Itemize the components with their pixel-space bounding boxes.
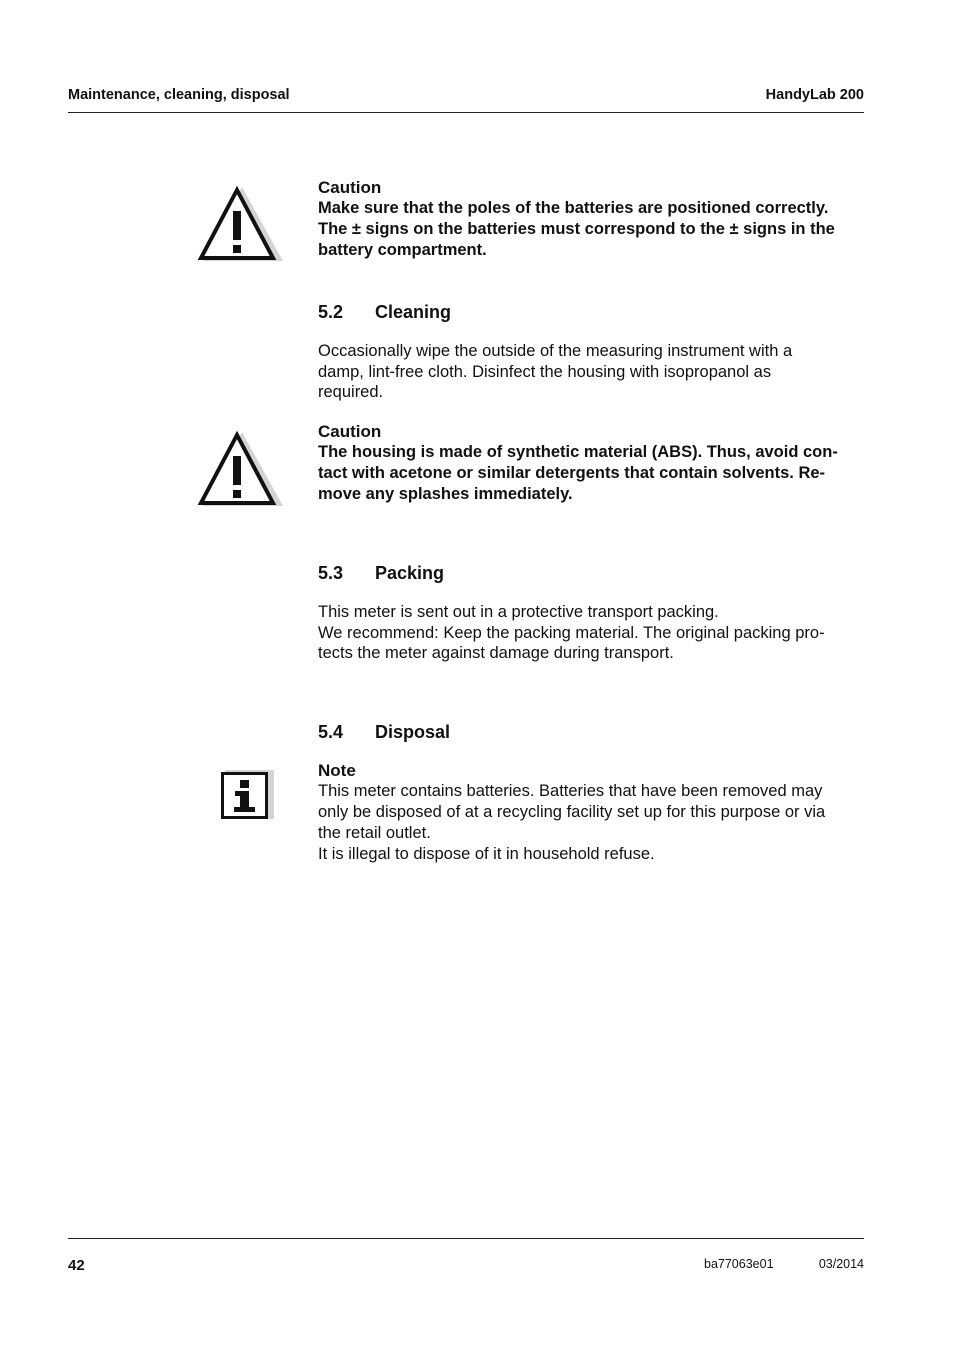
header-rule (68, 112, 864, 113)
section-number: 5.3 (318, 563, 344, 583)
caution-text-line: tact with acetone or similar detergents that contain solvents. Re- (318, 464, 826, 482)
caution-block-housing (318, 421, 868, 505)
caution-text-line: Make sure that the poles of the batteries are positioned correctly. (318, 199, 829, 217)
header-product: HandyLab 200 (765, 87, 864, 103)
section-number: 5.2 (318, 302, 344, 322)
section-title: Disposal (375, 722, 451, 742)
page-number: 42 (68, 1257, 85, 1274)
paragraph-line: required. (318, 383, 384, 401)
caution-block-batteries (318, 177, 868, 261)
warning-triangle-icon (196, 183, 286, 265)
note-text-line: only be disposed of at a recycling facility set up for this purpose or via (318, 803, 826, 821)
section-heading-cleaning (318, 302, 868, 323)
note-block-disposal (318, 760, 868, 865)
paragraph-line: tects the meter against damage during transport. (318, 644, 674, 662)
info-icon (220, 767, 276, 823)
note-title: Note (318, 761, 356, 780)
section-number: 5.4 (318, 722, 344, 742)
document-date: 03/2014 (818, 1257, 864, 1271)
cleaning-paragraph (318, 341, 868, 403)
caution-title: Caution (318, 422, 382, 441)
caution-text-line: The ± signs on the batteries must correspond to the ± signs in the (318, 220, 835, 238)
paragraph-line: Occasionally wipe the outside of the measuring instrument with a (318, 342, 793, 360)
note-text-line: It is illegal to dispose of it in household refuse. (318, 845, 655, 863)
paragraph-line: damp, lint-free cloth. Disinfect the housing with isopropanol as (318, 362, 772, 381)
caution-text-line: move any splashes immediately. (318, 485, 573, 503)
warning-triangle-icon (196, 428, 286, 510)
caution-text (318, 442, 868, 505)
caution-title: Caution (318, 178, 382, 197)
section-heading-disposal (318, 722, 868, 743)
paragraph-line: We recommend: Keep the packing material. The original packing pro- (318, 623, 825, 642)
packing-paragraph (318, 602, 868, 664)
note-text (318, 781, 868, 865)
section-heading-packing (318, 563, 868, 584)
section-title: Cleaning (375, 302, 452, 322)
document-id: ba77063e01 (704, 1257, 774, 1271)
paragraph-line: This meter is sent out in a protective transport packing. (318, 603, 719, 621)
caution-text-line: The housing is made of synthetic material (ABS). Thus, avoid con- (318, 443, 838, 461)
note-text-line: the retail outlet. (318, 824, 431, 842)
caution-text-line: battery compartment. (318, 241, 487, 259)
header-chapter: Maintenance, cleaning, disposal (68, 87, 290, 103)
note-text-line: This meter contains batteries. Batteries that have been removed may (318, 782, 823, 800)
caution-text (318, 198, 868, 261)
footer-rule (68, 1238, 864, 1239)
section-title: Packing (375, 563, 445, 583)
